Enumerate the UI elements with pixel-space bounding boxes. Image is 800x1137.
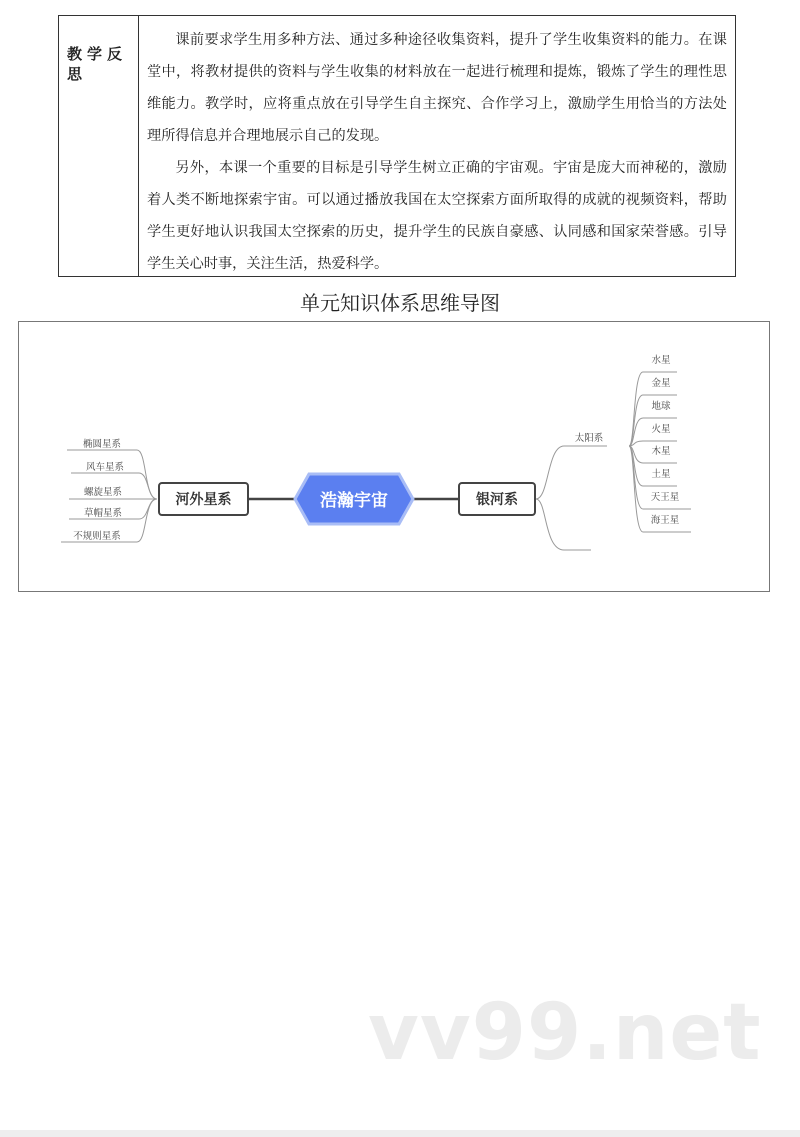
left-branch-label: 河外星系 (175, 492, 232, 508)
left-leaves (73, 438, 124, 542)
mindmap-title: 单元知识体系思维导图 (300, 291, 500, 315)
planet-2: 地球 (651, 401, 671, 412)
reflection-content (139, 16, 735, 276)
page-bottom-rule (0, 1130, 800, 1137)
right-line-empty (536, 499, 591, 550)
reflection-label: 教学反思 (59, 16, 139, 276)
center-label: 浩瀚宇宙 (320, 491, 388, 511)
planet-7: 海王星 (650, 515, 680, 526)
planet-5: 土星 (651, 469, 671, 480)
left-leaf-4: 不规则星系 (73, 531, 121, 542)
mindmap-canvas (19, 322, 771, 593)
left-leaf-3: 草帽星系 (83, 508, 123, 519)
left-leaf-1: 风车星系 (85, 462, 125, 473)
planet-6: 天王星 (650, 492, 680, 503)
right-line-solar (536, 446, 607, 499)
planet-4: 木星 (651, 446, 671, 457)
reflection-paragraph-1: 课前要求学生用多种方法、通过多种途径收集资料，提升了学生收集资料的能力。在课堂中，将教材提供的资料与学生收集的材料放在一起进行梳理和提炼，锻炼了学生的理性思维能力。教学时，应将重点放在引导学生自主探究、合作学习上，激励学生用恰当的方法处理所得信息并合理地展示自己的发现。 (147, 32, 727, 144)
reflection-table (58, 15, 736, 277)
left-leaf-2: 螺旋星系 (83, 487, 123, 498)
planet-leaves (651, 354, 680, 526)
planet-0: 水星 (651, 355, 671, 366)
right-branch-label: 银河系 (476, 492, 518, 508)
planet-1: 金星 (651, 378, 671, 389)
planet-3: 火星 (651, 424, 671, 435)
left-leaf-0: 椭圆星系 (82, 439, 122, 450)
reflection-paragraph-2: 另外，本课一个重要的目标是引导学生树立正确的宇宙观。宇宙是庞大而神秘的，激励着人类不断地探索宇宙。可以通过播放我国在太空探索方面所取得的成就的视频资料，帮助学生更好地认识我国太空探索的历史，提升学生的民族自豪感、认同感和国家荣誉感。引导学生关心时事，关注生活，热爱科学。 (147, 160, 727, 272)
watermark: vv99.net (368, 988, 762, 1078)
mindmap-frame (18, 321, 770, 592)
solar-system-label: 太阳系 (574, 433, 604, 444)
